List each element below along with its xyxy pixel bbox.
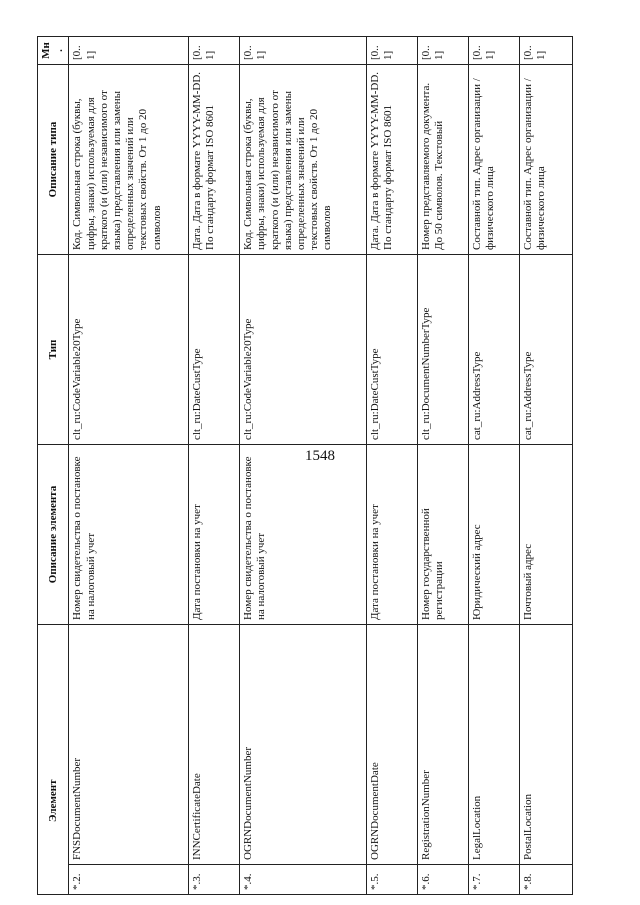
row-multiplicity: [0..1] xyxy=(468,37,519,65)
row-element: INNCertificateDate xyxy=(189,625,240,865)
table-row xyxy=(417,37,468,895)
row-description: Юридический адрес xyxy=(468,445,519,625)
header-type: Тип xyxy=(38,255,69,445)
row-number: *.7. xyxy=(468,865,519,895)
table-row xyxy=(189,37,240,895)
row-number: *.4. xyxy=(240,865,366,895)
row-number: *.2. xyxy=(69,865,189,895)
row-type-description: Составной тип. Адрес организации / физического лица xyxy=(468,65,519,255)
row-number: *.5. xyxy=(366,865,417,895)
row-multiplicity: [0..1] xyxy=(189,37,240,65)
row-type: cat_ru:AddressType xyxy=(468,255,519,445)
row-number: *.8. xyxy=(519,865,572,895)
header-element-description: Описание элемента xyxy=(38,445,69,625)
row-multiplicity: [0..1] xyxy=(69,37,189,65)
row-element: OGRNDocumentDate xyxy=(366,625,417,865)
spec-table xyxy=(37,36,573,895)
row-type: clt_ru:DateCustType xyxy=(366,255,417,445)
row-type-description: Дата. Дата в формате YYYY-MM-DD. По стандарту формат ISO 8601 xyxy=(189,65,240,255)
row-description: Номер свидетельства о постановке на налоговый учет xyxy=(69,445,189,625)
header-element: Элемент xyxy=(38,625,69,895)
row-description: Номер государственной регистрации xyxy=(417,445,468,625)
table-row xyxy=(366,37,417,895)
row-element: OGRNDocumentNumber xyxy=(240,625,366,865)
table-row xyxy=(240,37,366,895)
row-element: FNSDocumentNumber xyxy=(69,625,189,865)
row-multiplicity: [0..1] xyxy=(240,37,366,65)
row-description: Дата постановки на учет xyxy=(189,445,240,625)
header-multiplicity: Мн. xyxy=(38,37,69,65)
row-type-description: Номер представляемого документа. До 50 символов. Текстовый xyxy=(417,65,468,255)
rotated-table-wrapper xyxy=(37,37,573,895)
row-type-description: Код. Символьная строка (буквы, цифры, знаки) используемая для краткого (и (или) независимого от языка) представления или замены определенных значений или текстовых свойств. От 1 до 20 символов xyxy=(240,65,366,255)
row-element: RegistrationNumber xyxy=(417,625,468,865)
header-type-description: Описание типа xyxy=(38,65,69,255)
row-type: clt_ru:DateCustType xyxy=(189,255,240,445)
row-type-description: Дата. Дата в формате YYYY-MM-DD. По стандарту формат ISO 8601 xyxy=(366,65,417,255)
table-row xyxy=(519,37,572,895)
table-row xyxy=(468,37,519,895)
row-number: *.6. xyxy=(417,865,468,895)
row-element: LegalLocation xyxy=(468,625,519,865)
row-type: clt_ru:DocumentNumberType xyxy=(417,255,468,445)
row-description: Номер свидетельства о постановке на налоговый учет xyxy=(240,445,366,625)
row-type: clt_ru:CodeVariable20Type xyxy=(69,255,189,445)
row-element: PostalLocation xyxy=(519,625,572,865)
page-number: 1548 xyxy=(305,448,335,464)
row-description: Дата постановки на учет xyxy=(366,445,417,625)
table-row xyxy=(69,37,189,895)
row-description: Почтовый адрес xyxy=(519,445,572,625)
row-multiplicity: [0..1] xyxy=(366,37,417,65)
row-type: cat_ru:AddressType xyxy=(519,255,572,445)
row-multiplicity: [0..1] xyxy=(417,37,468,65)
row-type-description: Код. Символьная строка (буквы, цифры, знаки) используемая для краткого (и (или) независимого от языка) представления или замены определенных значений или текстовых свойств. От 1 до 20 символов xyxy=(69,65,189,255)
row-type-description: Составной тип. Адрес организации / физического лица xyxy=(519,65,572,255)
table-header-row xyxy=(38,37,69,895)
row-type: clt_ru:CodeVariable20Type xyxy=(240,255,366,445)
row-multiplicity: [0..1] xyxy=(519,37,572,65)
row-number: *.3. xyxy=(189,865,240,895)
